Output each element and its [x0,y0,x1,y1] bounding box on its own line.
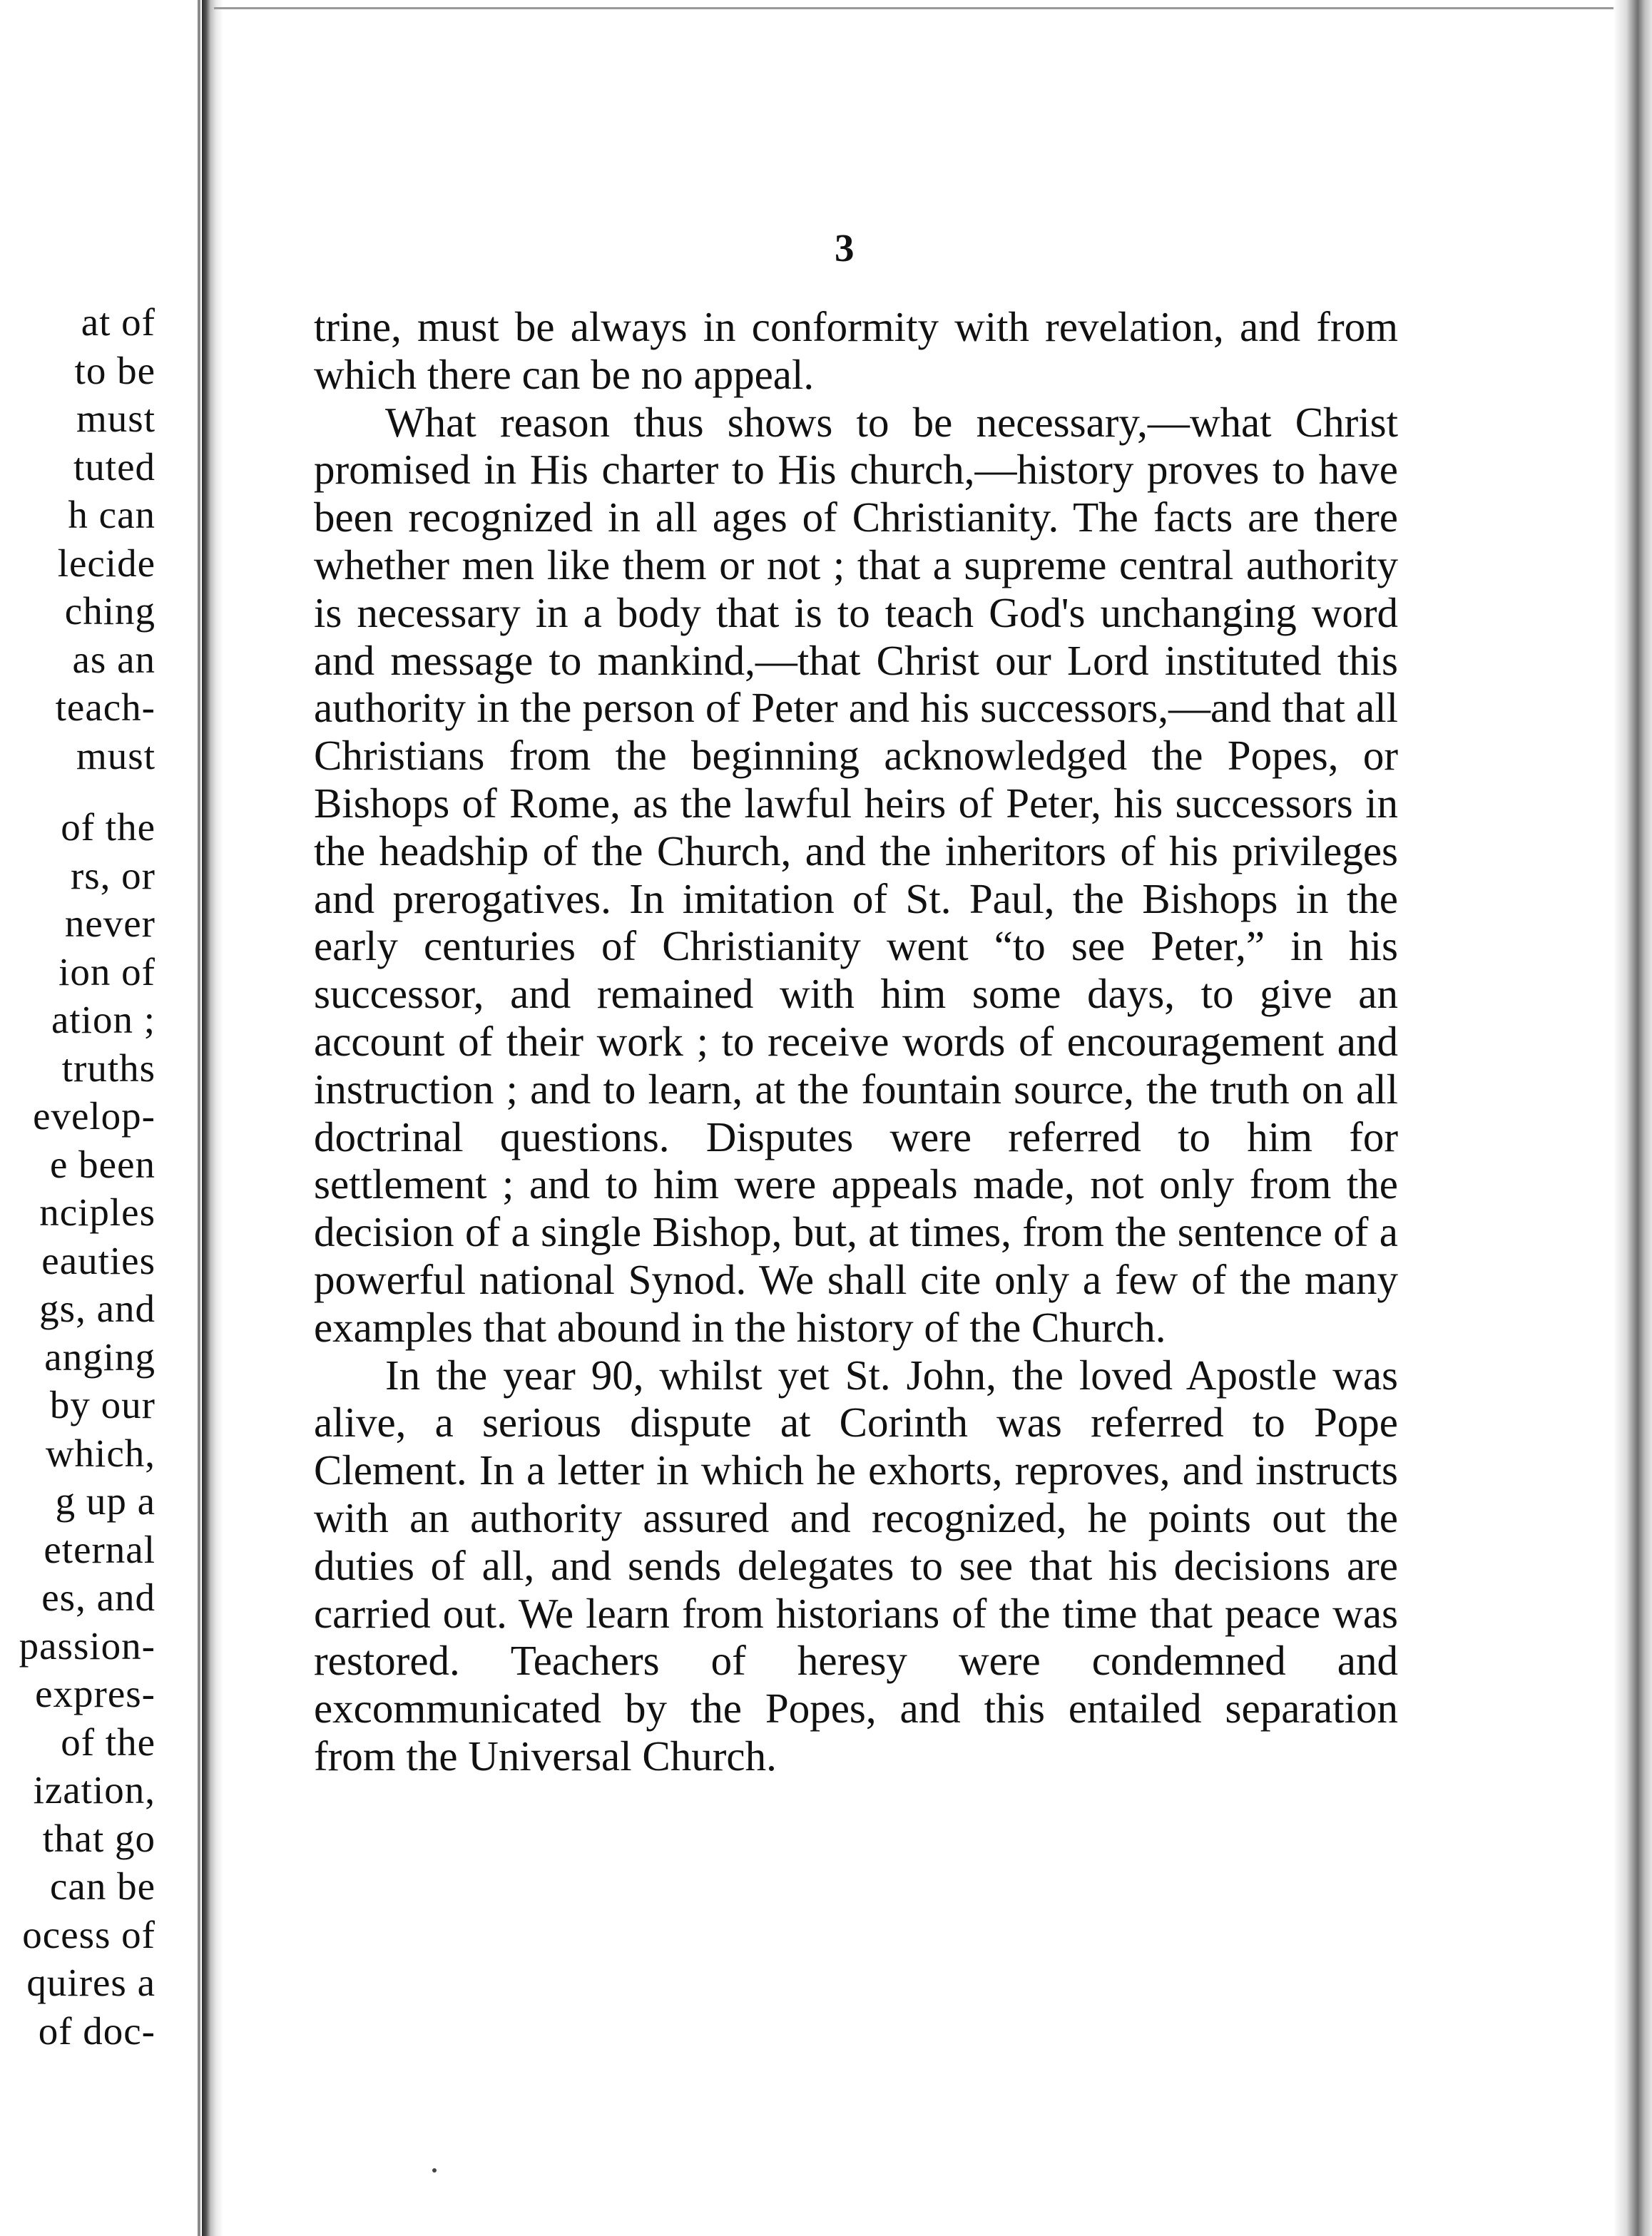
left-page-line: quires a [26,1961,155,2004]
left-page-line: evelop- [33,1094,155,1138]
left-page-line: ocess of [22,1912,155,1956]
left-page-line: teach- [55,685,155,729]
left-page-line: ion of [58,949,155,994]
left-page-line [19,780,155,803]
left-page-line: es, and [41,1576,155,1619]
left-page-line: which, [45,1431,155,1475]
left-page-line: gs, and [39,1287,155,1330]
left-page-line: tuted [73,444,155,489]
left-page-line: truths [61,1046,155,1090]
left-page-text-column [19,298,155,2055]
paragraph-2: What reason thus shows to be necessary,—what Christ promised in His charter to His church,—history proves to have been recognized in all ages of Christianity. The facts are there whether men like them or not ; that a supreme central authority is necessary in a body that is to teach God's unchanging word and message to mankind,—that Christ our Lord instituted this authority in the person of Peter and his successors,—and that all Christians from the beginning acknowledged the Popes, or Bishops of Rome, as the lawful heirs of Peter, his successors in the headship of the Church, and the inheritors of his privileges and prerogatives. In imitation of St. Paul, the Bishops in the early centuries of Christianity went “to see Peter,” in his successor, and remained with him some days, to give an account of their work ; to receive words of encouragement and instruction ; and to learn, at the fountain source, the truth on all doctrinal questions. Disputes were referred to him for settlement ; and to him were appeals made, not only from the decision of a single Bishop, but, at times, from the sentence of a powerful national Synod. We shall cite only a few of the many examples that abound in the history of the Church. [314,398,1398,1351]
left-page-line: ation ; [51,998,155,1041]
paragraph-1: trine, must be always in conformity with revelation, and from which there can be no appeal. [314,303,1398,398]
left-page-line: nciples [39,1190,155,1234]
left-facing-page [0,0,200,2236]
left-page-line: as an [72,637,155,681]
left-page-line: eauties [41,1238,155,1282]
print-speck [432,2168,437,2173]
left-page-line: at of [81,300,155,344]
left-page-line: to be [74,348,155,392]
left-page-line: lecide [57,541,155,585]
left-page-line: by our [49,1383,155,1426]
left-page-line: can be [50,1864,155,1908]
page-right-edge-shadow [1613,0,1652,2236]
left-page-line: of the [61,1720,155,1764]
binding-gutter-shadow [202,0,223,2236]
left-page-line: g up a [55,1479,155,1523]
left-page-line: rs, or [70,853,155,897]
page-top-edge [214,7,1641,9]
left-page-line: must [76,733,155,777]
left-page-line: that go [42,1816,155,1860]
left-page-line: of doc- [38,2008,155,2053]
left-page-line: ching [64,589,155,633]
left-page-line: of the [61,805,155,849]
left-page-line: must [76,397,155,440]
paragraph-3: In the year 90, whilst yet St. John, the loved Apostle was alive, a serious dispute at Corinth was referred to Pope Clement. In a letter in which he exhorts, reproves, and instructs with an authority assured and recognized, he points out the duties of all, and sends delegates to see that his decisions are carried out. We learn from historians of the time that peace was restored. Teachers of heresy were condemned and excommunicated by the Popes, and this entailed separation from the Universal Church. [314,1351,1398,1780]
left-page-line: eternal [44,1527,155,1571]
page-number: 3 [835,226,855,270]
left-page-line: passion- [19,1623,155,1668]
main-text-body [314,303,1398,1780]
binding-edge [198,0,200,2236]
left-page-line: ization, [33,1768,155,1812]
left-page-line: expres- [35,1672,155,1715]
left-page-line: anging [44,1334,155,1379]
left-page-line: never [64,902,155,945]
left-page-line: e been [50,1142,155,1186]
left-page-line: h can [68,493,155,536]
